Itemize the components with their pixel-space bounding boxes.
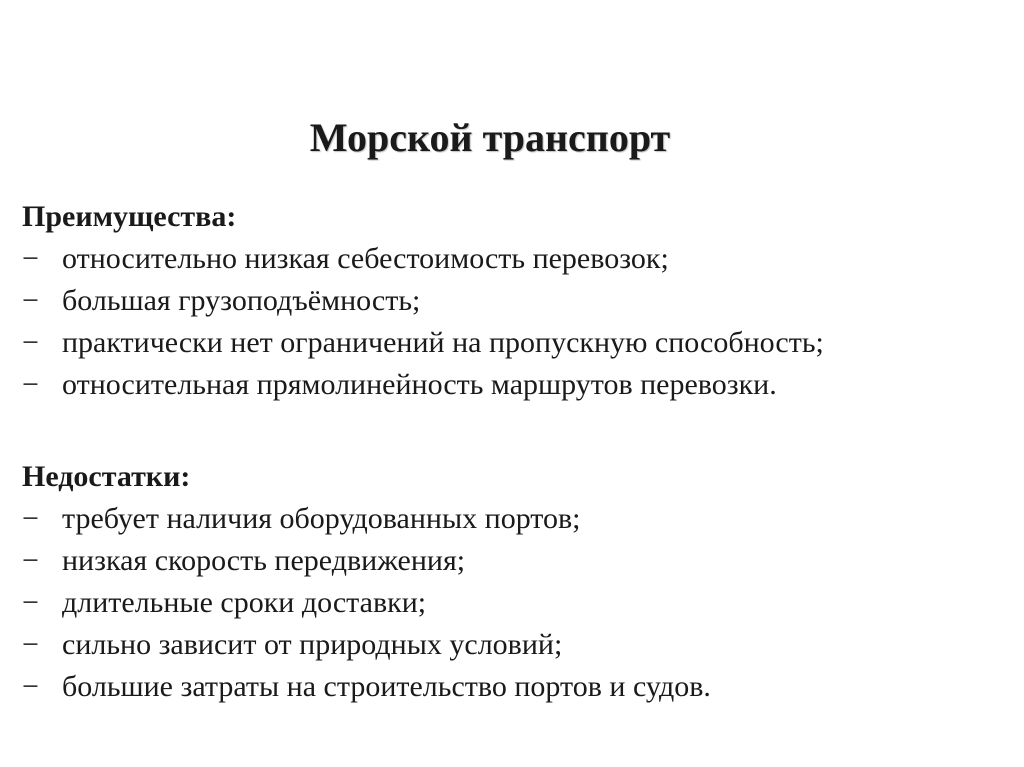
disadvantages-heading: Недостатки: [22,460,191,493]
list-item [22,582,982,624]
advantages-section [22,196,982,406]
list-item-text: сильно зависит от природных условий; [62,628,563,661]
list-item [22,666,982,708]
advantages-list [22,238,982,406]
list-item-text: требует наличия оборудованных портов; [62,502,581,535]
dash-bullet: − [22,670,39,703]
dash-bullet: − [22,502,39,535]
disadvantages-list [22,498,982,708]
slide-title: Морской транспорт [309,115,671,160]
dash-bullet: − [22,628,39,661]
list-item [22,540,982,582]
list-item [22,322,982,364]
dash-bullet: − [22,284,39,317]
dash-bullet: − [22,368,39,401]
disadvantages-section [22,456,982,708]
list-item [22,238,982,280]
advantages-heading: Преимущества: [22,200,237,233]
list-item-text: длительные сроки доставки; [62,586,427,619]
list-item [22,280,982,322]
list-item-text: практически нет ограничений на пропускную способность; [62,326,824,359]
dash-bullet: − [22,544,39,577]
list-item [22,364,982,406]
list-item-text: относительная прямолинейность маршрутов перевозки. [62,368,777,401]
dash-bullet: − [22,326,39,359]
dash-bullet: − [22,586,39,619]
dash-bullet: − [22,242,39,275]
list-item-text: большая грузоподъёмность; [62,284,421,317]
list-item [22,498,982,540]
list-item [22,624,982,666]
list-item-text: относительно низкая себестоимость перевозок; [62,242,669,275]
list-item-text: низкая скорость передвижения; [62,544,466,577]
list-item-text: большие затраты на строительство портов и судов. [62,670,711,703]
